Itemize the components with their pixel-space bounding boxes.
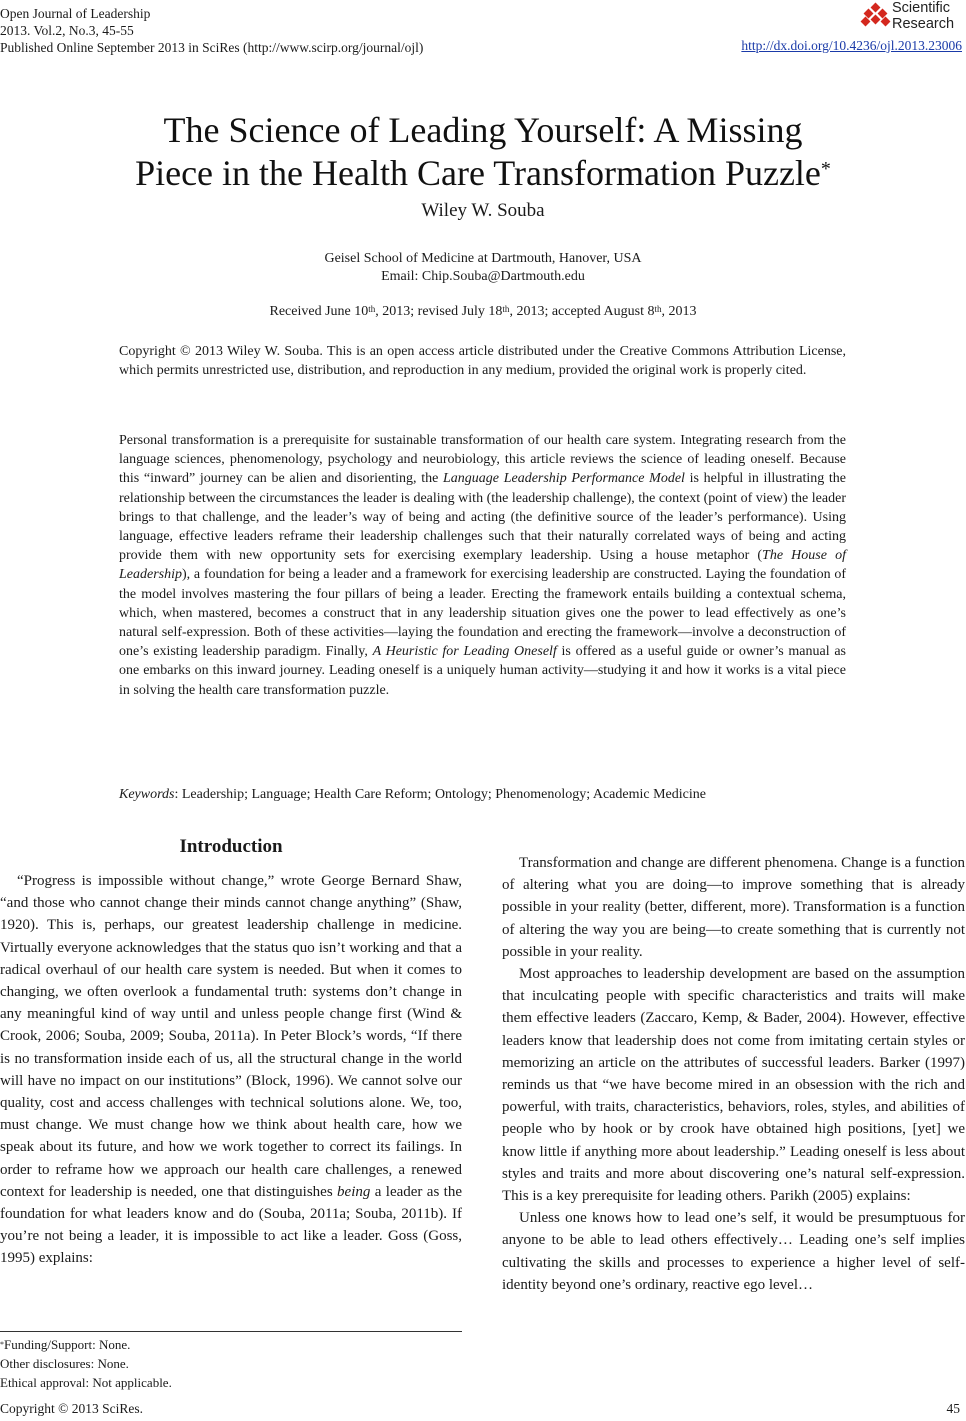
running-header <box>0 5 423 56</box>
journal-name: Open Journal of Leadership <box>0 6 151 21</box>
intro-paragraph-2: Most approaches to leadership development are based on the assumption that inculcating people with specific characteristics and traits will make them effective leaders (Zaccaro, Kemp, & Bader, 2004). However, effective leaders know that leadership does not come from imitating certain styles or memorizing an article on the attributes of successful leaders. Barker (1997) reminds us that “we have become mired in an obsession with the rich and powerful, with traits, characteristics, behaviors, roles, styles, and abilities of people who by hook or by crook have obtained high positions, [yet] we know little if anything more about leadership.” Leading oneself is less about styles and traits and more about discovering one’s natural self-expression. This is a key prerequisite for leading others. Parikh (2005) explains: <box>502 966 965 1205</box>
author-email: Email: Chip.Souba@Dartmouth.edu <box>381 269 585 284</box>
doi-link[interactable]: http://dx.doi.org/10.4236/ojl.2013.23006 <box>741 38 962 53</box>
article-title <box>0 109 966 195</box>
author-name: Wiley W. Souba <box>421 200 545 221</box>
block-quote-parikh: Unless one knows how to lead one’s self, it would be presumptuous for anyone to be able to lead others effectively… Leading one’s self implies cultivating the skills and processes to experience a higher level of self-identity beyond one’s ordinary, reactive ego level… <box>502 1210 965 1293</box>
publisher-logo <box>862 0 962 36</box>
title-line-1: The Science of Leading Yourself: A Missing <box>163 110 803 150</box>
journal-volume: 2013. Vol.2, No.3, 45-55 <box>0 23 134 38</box>
received-dates: Received June 10th, 2013; revised July 18th, 2013; accepted August 8th, 2013 <box>269 304 697 319</box>
footnote-ethics: Ethical approval: Not applicable. <box>0 1375 172 1390</box>
title-line-2: Piece in the Health Care Transformation Puzzle* <box>135 153 831 193</box>
footnote-disclosures: Other disclosures: None. <box>0 1356 129 1371</box>
scientific-research-logo-icon <box>862 4 890 30</box>
column-continuation-spacer <box>502 829 965 852</box>
intro-paragraph-1: “Progress is impossible without change,” wrote George Bernard Shaw, “and those who cannot change their minds cannot change anything” (Shaw, 1920). This is, perhaps, our greatest leadership challenge in medicine. Virtually everyone acknowledges that the status quo isn’t working and that a radical overhaul of our health care system is needed. But when it comes to changing, we often overlook a fundamental truth: systems don’t change in any meaningful kind of way until and unless people change first (Wind & Crook, 2006; Souba, 2009; Souba, 2011a). In Peter Block’s words, “If there is no transformation inside each of us, all the structural change in the world will have no impact on our institutions” (Block, 1996). We cannot solve our quality, cost and access challenges with technical solutions alone. We, too, must change. We must change how we think about health care, how we speak about its future, and how we work together to correct its failings. In order to reframe how we approach our health care challenges, a renewed context for leadership is needed, one that distinguishes being a leader as the foundation for what leaders know and do (Souba, 2011a; Souba, 2011b). If you’re not being a leader, it is impossible to act like a leader. Goss (Goss, 1995) explains: <box>0 873 462 1267</box>
keywords-list: : Leadership; Language; Health Care Reform; Ontology; Phenomenology; Academic Medicine <box>174 787 706 802</box>
copyright-notice: Copyright © 2013 Wiley W. Souba. This is an open access article distributed under the Creative Commons Attribution License, which permits unrestricted use, distribution, and reproduction in any medium, provided the original work is properly cited. <box>119 344 846 378</box>
footnote-funding: *Funding/Support: None. <box>0 1337 131 1352</box>
block-quote-goss: Transformation and change are different phenomena. Change is a function of altering what you are doing—to improve something that is already possible in your reality (better, different, more). Transformation is a function of altering the way you are being—to create something that is currently not possible in your reality. <box>502 855 965 960</box>
keywords <box>119 785 846 805</box>
body-column-right <box>502 829 965 1296</box>
publication-info: Published Online September 2013 in SciRes (http://www.scirp.org/journal/ojl) <box>0 40 424 55</box>
section-heading-introduction: Introduction <box>179 836 283 857</box>
body-column-left <box>0 835 462 1270</box>
footer-copyright: Copyright © 2013 SciRes. <box>0 1401 144 1416</box>
abstract: Personal transformation is a prerequisite for sustainable transformation of our health care system. Integrating research from the language sciences, phenomenology, psychology and neurobiology, this article reviews the science of leading oneself. Because this “inward” journey can be alien and disorienting, the Language Leadership Performance Model is helpful in illustrating the relationship between the circumstances the leader is dealing with (the leadership challenge), the context (point of view) the leader brings to that challenge, and the leader’s way of being and acting (the definitive source of the leader’s performance). Using language, effective leaders reframe their leadership challenges such that their naturally correlated ways of being and acting provide them with new opportunity sets for exercising exemplary leadership. Using a house metaphor (The House of Leadership), a foundation for being a leader and a framework for exercising leadership are constructed. Laying the foundation of the model involves mastering the four pillars of being a leader. Erecting the framework entails building a contextual schema, which, when mastered, becomes a construct that in any leadership situation gives one the power to lead effectively as one’s natural self-expression. Both of these activities—laying the foundation and erecting the framework—involve a deconstruction of one’s existing leadership paradigm. Finally, A Heuristic for Leading Oneself is offered as a useful guide or owner’s manual as one embarks on this inward journey. Leading oneself is a uniquely human activity—studying it and how it works is a vital piece in solving the health care transformation puzzle. <box>119 433 847 698</box>
logo-text: Scientific Research <box>892 0 955 32</box>
author-affiliation: Geisel School of Medicine at Dartmouth, Hanover, USA <box>324 251 642 266</box>
keywords-label: Keywords <box>119 787 175 802</box>
page-number: 45 <box>946 1401 960 1416</box>
footnotes <box>0 1335 172 1392</box>
title-footnote-marker: * <box>820 158 831 180</box>
footnote-divider <box>0 1331 462 1332</box>
